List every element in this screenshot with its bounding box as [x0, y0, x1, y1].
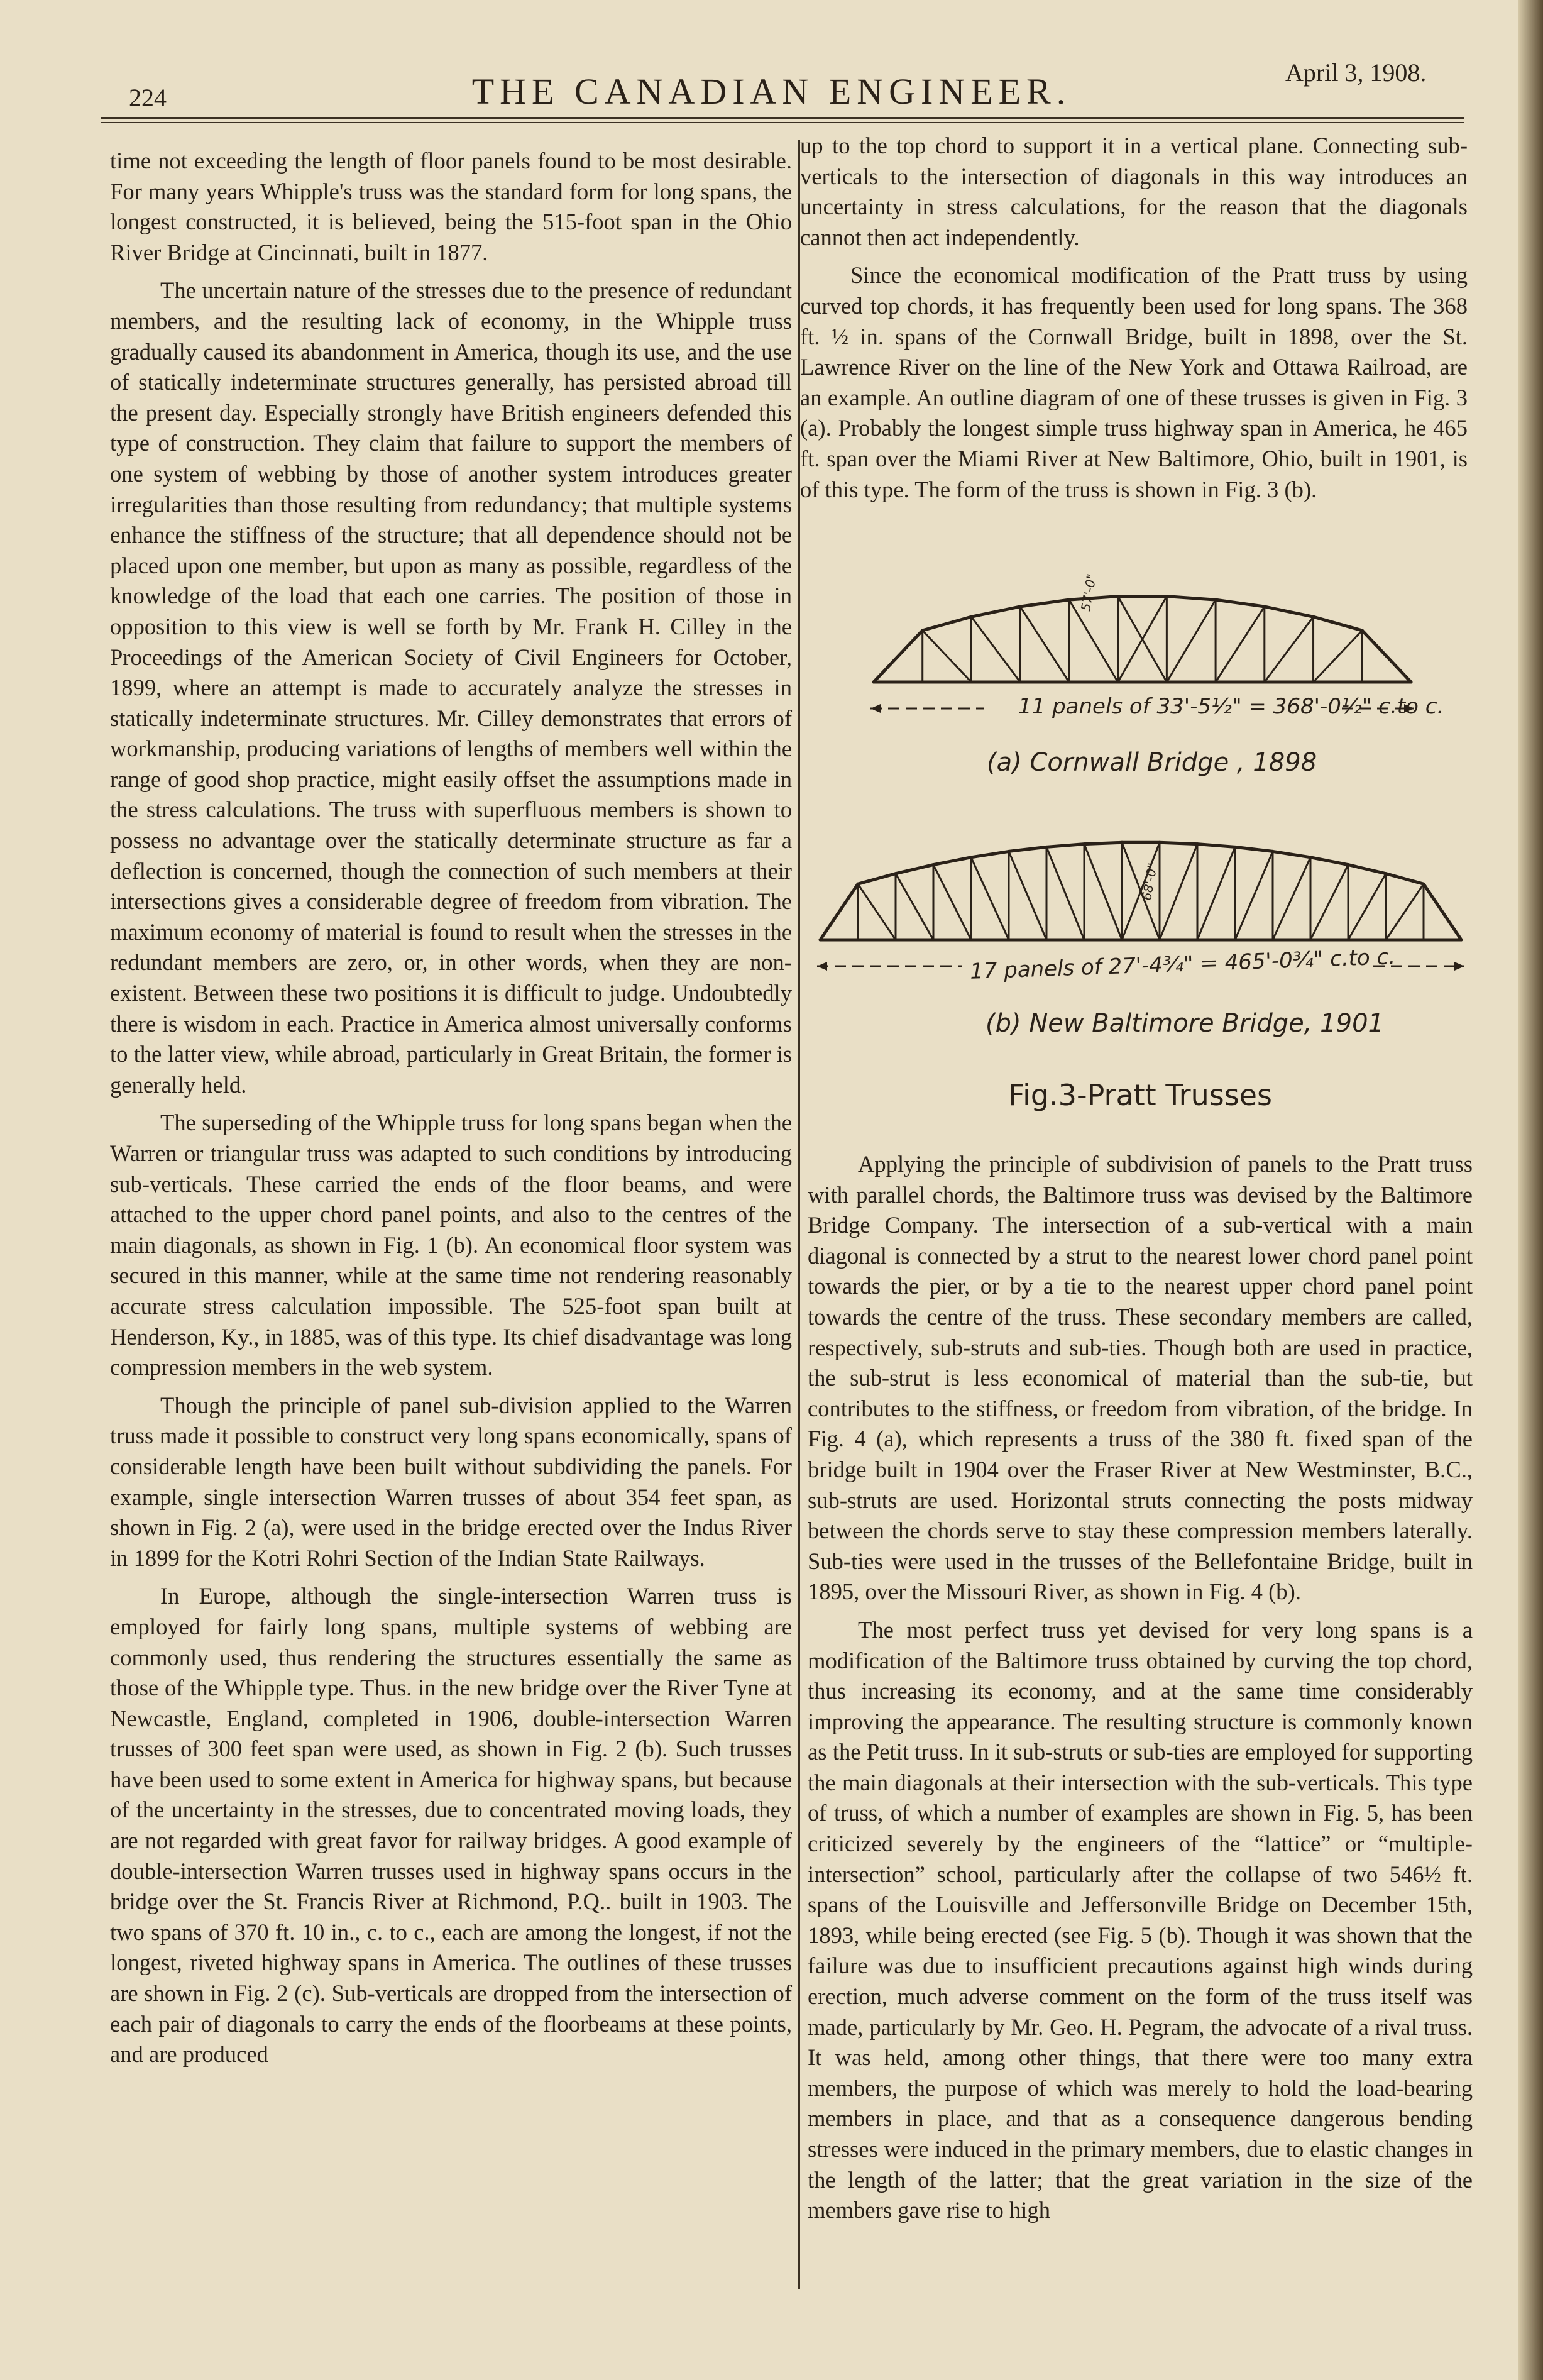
span-label-a: 11 panels of 33'-5½" = 368'-0½" c.to c. — [1018, 694, 1444, 719]
top-chord-segment — [896, 865, 933, 874]
diagonal-member — [1160, 844, 1197, 940]
paragraph: Since the economical modification of the Pratt truss by using curved top chords, it has frequently been used for long spans. The 368 ft. ½ in. spans of the Cornwall Bridge, built in 1898, over the St. Lawrence River on the line of the New York and Ottawa Railroad, are an example. An outline diagram of one of these trusses is given in Fig. 3 (a). Probably the longest simple truss highway span in America, he 465 ft. span over the Miami River at New Baltimore, Ohio, built in 1901, is of this type. The form of the truss is shown in Fig. 3 (b). — [800, 262, 1468, 502]
caption-b: (b) New Baltimore Bridge, 1901 — [986, 1009, 1384, 1038]
paragraph: Though the principle of panel sub-division applied to the Warren truss made it possible to construct very long spans economically, spans of considerable length have been built without subdividing the panels. For example, single intersection Warren trusses of about 354 feet span, as shown in Fig. 2 (a), were used in the bridge erected over the Indus River in 1899 for the Kotri Rohri Section of the Indian State Railways. — [110, 1392, 792, 1571]
top-chord-segment — [1348, 865, 1386, 874]
diagonal-member — [1273, 857, 1310, 940]
top-chord-segment — [1160, 842, 1197, 844]
top-chord-segment — [971, 851, 1009, 857]
top-chord-segment — [1310, 857, 1348, 865]
diagonal-member — [1235, 851, 1273, 940]
top-chord-segment — [1386, 874, 1424, 884]
figure-3-pratt-trusses — [808, 572, 1473, 1144]
left-column — [110, 146, 792, 2078]
diagonal-member — [1310, 865, 1348, 940]
journal-title: THE CANADIAN ENGINEER. — [471, 71, 1072, 112]
span-label-b: 17 panels of 27'-4¾" = 465'-0¾" c.to c. — [969, 944, 1396, 984]
diagonal-member — [933, 865, 971, 940]
top-chord-segment — [858, 874, 896, 884]
page-number: 224 — [129, 84, 167, 112]
header-rule — [101, 117, 1464, 123]
diagonal-member — [1197, 847, 1235, 940]
top-chord-segment — [1167, 597, 1216, 600]
page-edge-shadow — [1518, 0, 1543, 2380]
diagonal-member — [971, 617, 1020, 682]
end-post — [1424, 884, 1461, 940]
diagonal-member — [1009, 851, 1046, 940]
height-label-a: 57'-0" — [1078, 572, 1100, 613]
paragraph: time not exceeding the length of floor panels found to be most desirable. For many years Whipple's truss was the standard form for long spans, the longest constructed, it is believed, being the 515-foot span in the Ohio River Bridge at Cincinnati, built in 1877. — [110, 148, 792, 265]
right-column-top — [800, 131, 1468, 512]
diagonal-member — [971, 857, 1009, 940]
diagonal-member — [1348, 874, 1386, 940]
paragraph: The uncertain nature of the stresses due to the presence of redundant members, and the resulting lack of economy, in the Whipple truss gradually caused its abandonment in America, though its use, and the use of statically indeterminate structures generally, has persisted abroad till the present day. Especially strongly have British engineers defended this type of construction. They claim that failure to support the members of one system of webbing by those of another system introduces greater irregularities than those resulting from redundancy; that multiple systems enhance the stiffness of the structure; that all dependence should not be placed upon one member, but upon as many as possible, regardless of the knowledge of the load that each one carries. The position of those in opposition to this view is well se forth by Mr. Frank H. Cilley in the Proceedings of the American Society of Civil Engineers for October, 1899, where an attempt is made to accurately analyze the stresses in statically indeterminate structures. Mr. Cilley demonstrates that errors of workmanship, producing variations of lengths of members well within the range of good shop practice, might easily offset the assumptions made in the stress calculations. The truss with superfluous members is shown to possess no advantage over the statically determinate structure as far a deflection is concerned, though the connection of such members at their intersections gives a considerable degree of freedom from vibration. The maximum economy of material is found to result when the stresses in the redundant members are zero, or, in other words, when they are non-existent. Between these two positions it is difficult to judge. Undoubtedly there is wisdom in each. Practice in America almost universally conforms to the latter view, while abroad, particularly in Great Britain, the former is generally held. — [110, 277, 792, 1098]
issue-date: April 3, 1908. — [1285, 58, 1427, 87]
diagonal-member — [896, 874, 933, 940]
diagonal-member — [923, 631, 972, 682]
top-chord-segment — [1235, 847, 1273, 851]
diagonal-member — [1084, 844, 1122, 940]
diagonal-member — [858, 884, 896, 940]
top-chord-segment — [1020, 600, 1069, 607]
paragraph: The most perfect truss yet devised for very long spans is a modification of the Baltimore truss obtained by curving the top chord, thus increasing its economy, and at the same time considerably improving the appearance. The resulting structure is commonly known as the Petit truss. In it sub-struts or sub-ties are employed for supporting the main diagonals at their intersection with the sub-verticals. This type of truss, of which a number of examples are shown in Fig. 5, has been criticized severely by the engineers of the “lattice” or “multiple-intersection” school, particularly after the collapse of two 546½ ft. spans of the Louisville and Jeffersonville Bridge on December 15th, 1893, while being erected (see Fig. 5 (b). Though it was shown that the failure was due to insufficient precautions against high winds during erection, much adverse comment on the form of the truss itself was made, particularly by Mr. Geo. H. Pegram, the advocate of a rival truss. It was held, among other things, that there were too many extra members, the purpose of which was merely to hold the load-bearing members in place, and that as a consequence dangerous bending stresses were induced in the primary members, due to elastic changes in the length of the latter; that the great variation in the size of the members gave rise to high — [808, 1616, 1473, 2223]
diagonal-member — [1386, 884, 1424, 940]
diagonal-member — [1314, 631, 1363, 682]
top-chord-segment — [1314, 617, 1363, 631]
truss-diagrams — [808, 578, 1473, 1144]
diagonal-member — [1265, 617, 1314, 682]
paragraph: The superseding of the Whipple truss for long spans began when the Warren or triangular truss was adapted to such conditions by introducing sub-verticals. These carried the ends of the floor beams, and were attached to the upper chord panel points, and also to the centres of the main diagonals, as shown in Fig. 1 (b). An economical floor system was secured in this manner, while at the same time not rendering reasonably accurate stress calculation impossible. The 525-foot span built at Henderson, Ky., in 1885, was of this type. Its chief disadvantage was long compression members in the web system. — [110, 1110, 792, 1380]
height-label-b: 68'-0" — [1139, 861, 1161, 902]
top-chord-segment — [1273, 851, 1310, 857]
top-chord-segment — [1009, 847, 1046, 851]
diagonal-member — [1046, 847, 1084, 940]
diagonal-member — [1069, 600, 1118, 682]
paragraph: Applying the principle of subdivision of panels to the Pratt truss with parallel chords, the Baltimore truss was devised by the Baltimore Bridge Company. The intersection of a sub-vertical with a main diagonal is connected by a strut to the nearest lower chord panel point towards the pier, or by a tie to the nearest upper chord panel point towards the centre of the truss. These secondary members are called, respectively, sub-struts and sub-ties. Though both are used in practice, the sub-strut is less economical of material than the sub-tie, but contributes to the stiffness, or freedom from vibration, of the bridge. In Fig. 4 (a), which represents a truss of the 380 ft. fixed span of the bridge built in 1904 over the Fraser River at New Westminster, B.C., sub-struts are used. Horizontal struts connecting the posts midway between the chords serve to stay these compression members laterally. Sub-ties were used in the trusses of the Bellefontaine Bridge, built in 1895, over the Missouri River, as shown in Fig. 4 (b). — [808, 1151, 1473, 1605]
top-chord-segment — [1216, 600, 1265, 607]
end-post — [874, 631, 923, 682]
diagonal-member — [1216, 607, 1265, 682]
page-header — [0, 0, 1543, 126]
top-chord-segment — [1046, 844, 1084, 847]
end-post — [820, 884, 858, 940]
paragraph: In Europe, although the single-intersection Warren truss is employed for fairly long spans, multiple systems of webbing are commonly used, thus rendering the structures essentially the same as those of the Whipple type. Thus. in the new bridge over the River Tyne at Newcastle, England, completed in 1906, double-intersection Warren trusses of 300 feet span were used, as shown in Fig. 2 (b). Such trusses have been used to some extent in America for highway spans, but because of the uncertainty in the stresses, due to concentrated moving loads, they are not regarded with great favor for railway bridges. A good example of double-intersection Warren trusses used in highway spans occurs in the bridge over the St. Francis River at Richmond, P.Q.. built in 1903. The two spans of 370 ft. 10 in., c. to c., each are among the longest, if not the longest, riveted highway spans in America. The outlines of these trusses are shown in Fig. 2 (c). Sub-verticals are dropped from the intersection of each pair of diagonals to carry the ends of the floorbeams at these points, and are produced — [110, 1583, 792, 2068]
paragraph: up to the top chord to support it in a vertical plane. Connecting sub-verticals to the intersection of diagonals in this way introduces an uncertainty in stress calculations, for the reason that the diagonals cannot then act independently. — [800, 133, 1468, 250]
top-chord-segment — [923, 617, 972, 631]
right-column-bottom — [808, 1149, 1473, 2234]
diagonal-member — [1167, 600, 1216, 682]
top-chord-segment — [1197, 844, 1235, 847]
caption-a: (a) Cornwall Bridge , 1898 — [987, 748, 1317, 777]
top-chord-segment — [933, 857, 971, 865]
end-post — [1362, 631, 1411, 682]
arrow-left-a — [870, 704, 881, 713]
diagonal-member — [1020, 607, 1069, 682]
truss-a-cornwall — [874, 597, 1411, 682]
arrow-right-b — [1454, 962, 1464, 971]
figure-title: Fig.3-Pratt Trusses — [1008, 1078, 1272, 1112]
arrow-left-b — [817, 962, 827, 971]
top-chord-segment — [971, 607, 1020, 617]
top-chord-segment — [1084, 842, 1122, 844]
top-chord-segment — [1265, 607, 1314, 617]
